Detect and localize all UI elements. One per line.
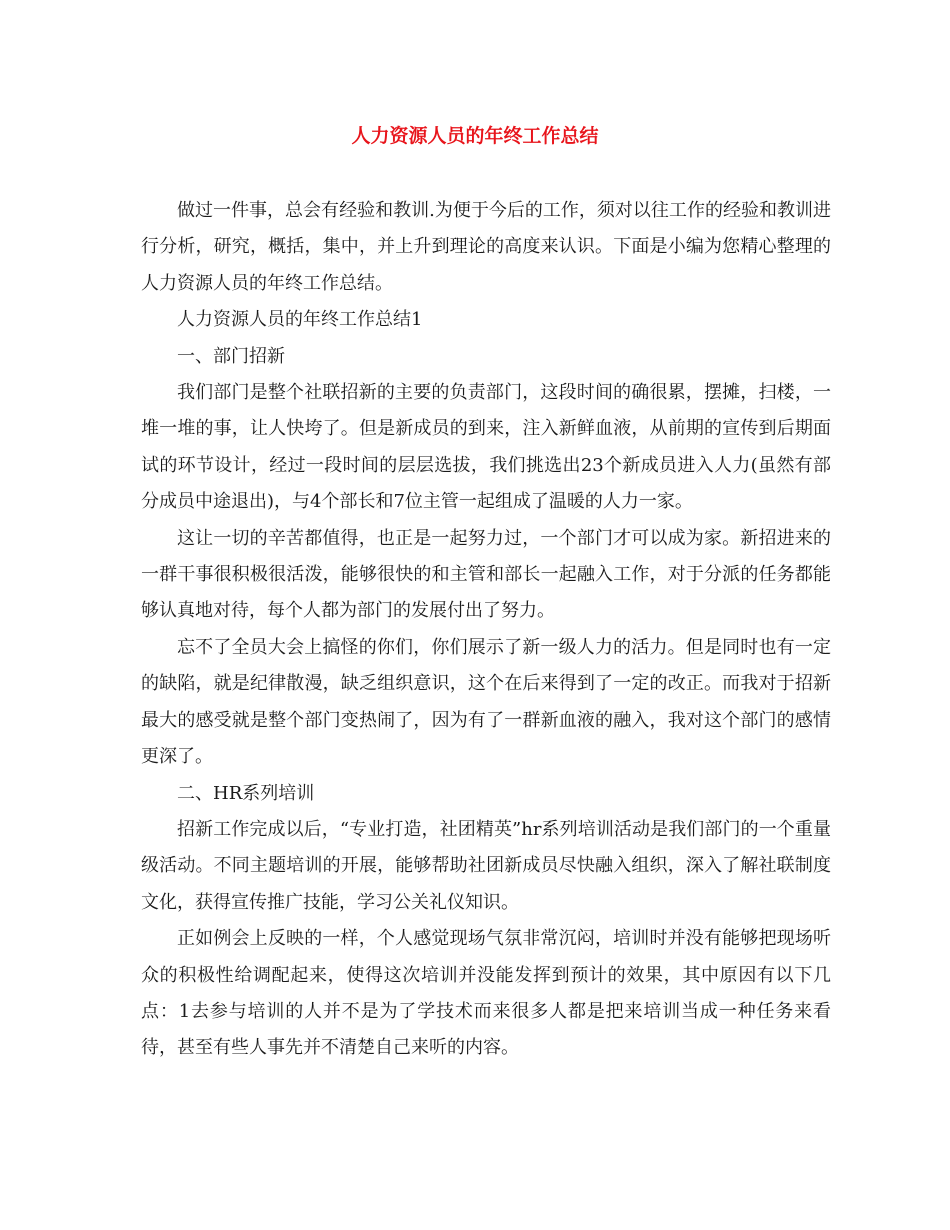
paragraph: 我们部门是整个社联招新的主要的负责部门，这段时间的确很累，摆摊，扫楼，一堆一堆的事，让人快垮了。但是新成员的到来，注入新鲜血液，从前期的宣传到后期面试的环节设计，经过一段时间的层层选拔，我们挑选出23个新成员进入人力(虽然有部分成员中途退出)，与4个部长和7位主管一起组成了温暖的人力一家。 <box>141 382 831 513</box>
document-title: 人力资源人员的年终工作总结 <box>351 125 599 147</box>
paragraph: 忘不了全员大会上搞怪的你们，你们展示了新一级人力的活力。但是同时也有一定的缺陷，就是纪律散漫，缺乏组织意识，这个在后来得到了一定的改正。而我对于招新最大的感受就是整个部门变热闹了，因为有了一群新血液的融入，我对这个部门的感情更深了。 <box>141 636 831 768</box>
paragraph-intro: 做过一件事，总会有经验和教训.为便于今后的工作，须对以往工作的经验和教训进行分析，研究，概括，集中，并上升到理论的高度来认识。下面是小编为您精心整理的人力资源人员的年终工作总结。 <box>141 200 831 294</box>
paragraph: 招新工作完成以后，“专业打造，社团精英”hr系列培训活动是我们部门的一个重量级活动。不同主题培训的开展，能够帮助社团新成员尽快融入组织，深入了解社联制度文化，获得宣传推广技能，学习公关礼仪知识。 <box>141 818 831 913</box>
section-heading-hr-training: 二、HR系列培训 <box>177 782 315 804</box>
paragraph-subtitle: 人力资源人员的年终工作总结1 <box>177 309 423 331</box>
section-heading-recruitment: 一、部门招新 <box>177 345 285 367</box>
paragraph: 这让一切的辛苦都值得，也正是一起努力过，一个部门才可以成为家。新招进来的一群干事很积极很活泼，能够很快的和主管和部长一起融入工作，对于分派的任务都能够认真地对待，每个人都为部门的发展付出了努力。 <box>141 527 831 622</box>
document-body <box>141 193 831 1067</box>
paragraph: 正如例会上反映的一样，个人感觉现场气氛非常沉闷，培训时并没有能够把现场听众的积极性给调配起来，使得这次培训并没能发挥到预计的效果，其中原因有以下几点：1去参与培训的人并不是为了学技术而来很多人都是把来培训当成一种任务来看待，甚至有些人事先并不清楚自己来听的内容。 <box>141 928 831 1059</box>
